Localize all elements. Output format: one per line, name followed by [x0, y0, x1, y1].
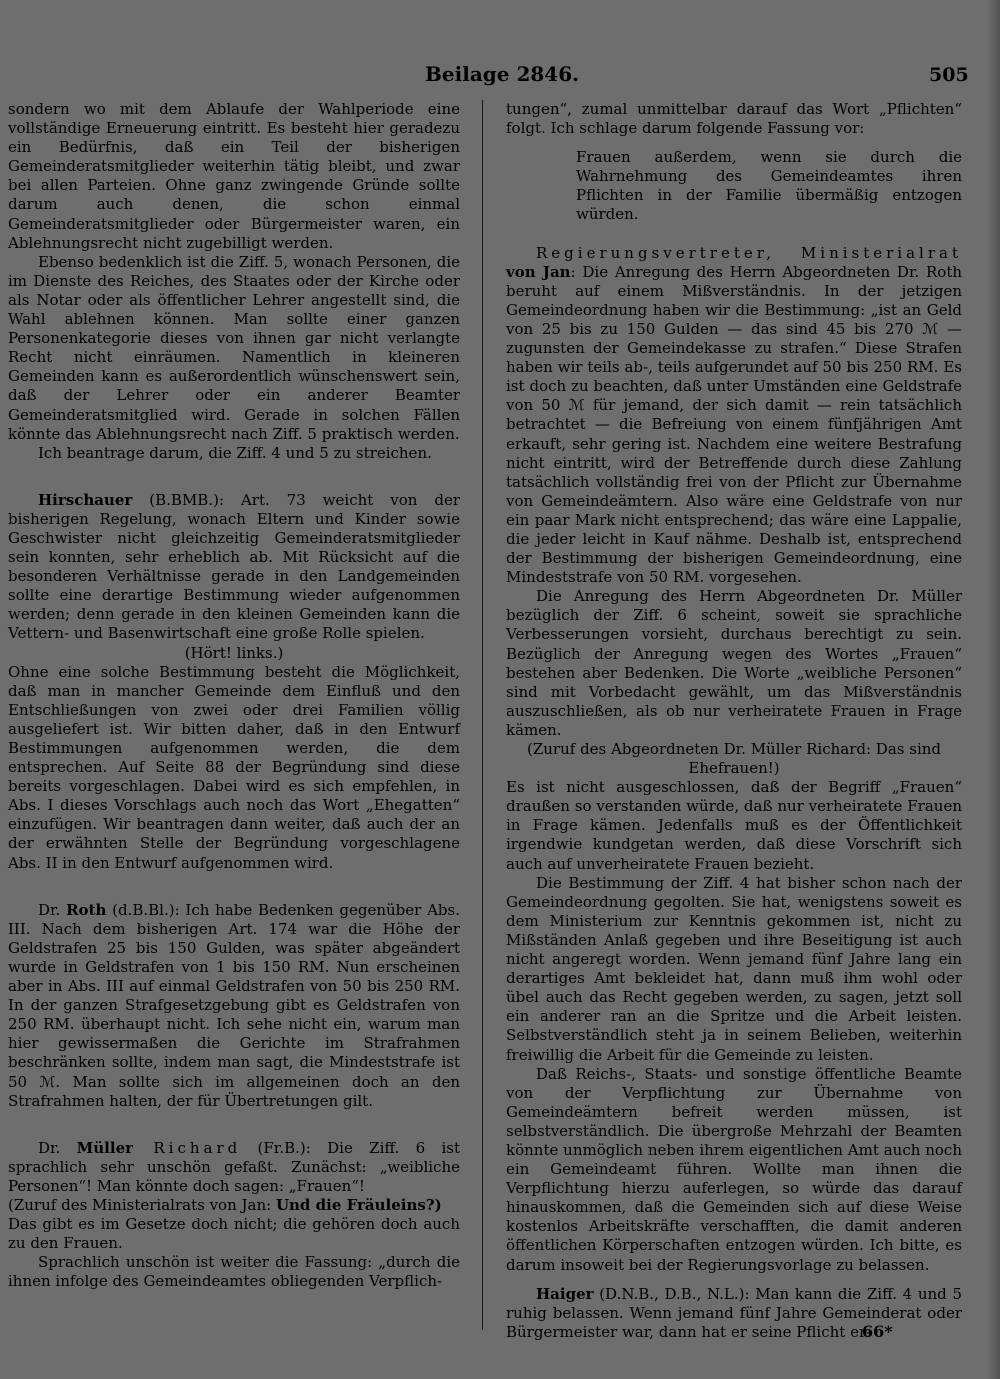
interjection: (Hört! links.): [184, 643, 284, 662]
speaker-role: Regierungsvertreter, Ministerialrat: [536, 243, 962, 262]
header-title: Beilage 2846.: [425, 62, 580, 86]
page-edge: [986, 0, 1000, 1379]
speaker-name: Hirschauer: [38, 490, 133, 509]
speaker-name: Haiger: [536, 1284, 594, 1303]
column-divider: [482, 100, 483, 1330]
speech-von-jan: [506, 244, 962, 588]
speech-text: (d.B.Bl.): Ich habe Bedenken gegenüber Abs. III. Nach dem bisherigen Art. 174 war die Höhe der Geldstrafen 25 bis 150 Gulden, was später abgeändert wurde in Geldstrafen von 1 bis 150 RM. Nun erscheinen aber in Abs. III auf einmal Geldstrafen von 50 bis 250 RM. In der ganzen Strafgesetzgebung gibt es Geldstrafen von 250 RM. überhaupt nicht. Ich sehe nicht ein, warum man hier gewissermaßen die Gerichte im Strafrahmen beschränken sollte, indem man sagt, die Mindeststrafe ist 50 ℳ. Man sollte sich im allgemeinen doch an den Strafrahmen halten, der für Übertretungen gilt.: [8, 900, 460, 1110]
speech-hirschauer: [8, 491, 460, 644]
proposed-wording: Frauen außerdem, wenn sie durch die Wahrnehmung des Gemeindeamtes ihren Pflichten in der Familie übermäßig entzogen würden.: [576, 148, 962, 224]
page-number: 505: [929, 64, 969, 86]
paragraph: Ebenso bedenklich ist die Ziff. 5, wonach Personen, die im Dienste des Reiches, des Staates oder der Kirche oder als Notar oder als öffentlicher Lehrer angestellt sind, die Wahl ablehnen können. Man sollte einer ganzen Personenkategorie dieses von ihnen gar nicht verlangte Recht nicht einräumen. Namentlich in kleineren Gemeinden kann es außerordentlich wünschenswert sein, daß der Lehrer oder ein anderer Beamter Gemeinderatsmitglied wird. Gerade in solchen Fällen könnte das Ablehnungsrecht nach Ziff. 5 praktisch werden.: [8, 252, 460, 443]
speech-haiger: [506, 1285, 962, 1342]
speaker-name: Roth: [66, 900, 107, 919]
signature-mark: 66*: [862, 1322, 893, 1341]
paragraph: Die Anregung des Herrn Abgeordneten Dr. Müller bezüglich der Ziff. 6 scheint, soweit sie sprachliche Verbesserungen vorsieht, durchaus berechtigt zu sein. Bezüglich der Anregung wegen des Wortes „Frauen“ bestehen aber Bedenken. Die Worte „weibliche Personen“ sind mit Vorbedacht gewählt, um das Mißverständnis auszuschließen, als ob nur verheiratete Frauen in Frage kämen.: [506, 587, 962, 739]
paragraph: Sprachlich unschön ist weiter die Fassung: „durch die ihnen infolge des Gemeindeamtes obliegenden Verpflich-: [8, 1253, 460, 1291]
paragraph: Daß Reichs-, Staats- und sonstige öffentliche Beamte von der Verpflichtung zur Übernahme von Gemeindeämtern befreit werden müssen, ist selbstverständlich. Die übergroße Mehrzahl der Beamten könnte unmöglich neben ihrem eigentlichen Amt auch noch ein Gemeindeamt führen. Wollte man ihnen die Verpflichtung hierzu auferlegen, so würde das darauf hinauskommen, daß die Gemeinden sich auf diese Weise kostenlos Arbeitskräfte verschafften, die damit anderen öffentlichen Körperschaften entzogen würden. Ich bitte, es darum insoweit bei der Regierungsvorlage zu belassen.: [506, 1064, 962, 1274]
paragraph: Ich beantrage darum, die Ziff. 4 und 5 zu streichen.: [38, 443, 432, 462]
speech-roth: [8, 901, 460, 1111]
speaker-name: von Jan: [506, 262, 571, 281]
interjection: (Zuruf des Abgeordneten Dr. Müller Richard: Das sind Ehefrauen!): [526, 740, 942, 778]
speaker-firstname: Richard: [133, 1138, 242, 1157]
speaker-name: Müller: [76, 1138, 134, 1157]
speech-text: : Die Anregung des Herrn Abgeordneten Dr. Roth beruht auf einem Mißverständnis. In der jetzigen Gemeindeordnung haben wir die Bestimmung: „ist an Geld von 25 bis zu 150 Gulden — das sind 45 bis 270 ℳ — zugunsten der Gemeindekasse zu strafen.“ Diese Strafen haben wir teils ab-, teils aufgerundet auf 50 bis 250 RM. Es ist doch zu beachten, daß unter Umständen eine Geldstrafe von 50 ℳ für jemand, der sich damit — rein tatsächlich betrachtet — die Befreiung von einem fünfjährigen Amt erkauft, sehr gering ist. Nachdem eine weitere Bestrafung nicht eintritt, wird der Betreffende durch diese Zahlung tatsächlich vollständig frei von der Pflicht zur Übernahme von Gemeindeämtern. Also wäre eine Geldstrafe von nur ein paar Mark nicht entsprechend; das wäre eine Lappalie, die jeder leicht in Kauf nähme. Deshalb ist, entsprechend der Bestimmung der bisherigen Gemeindeordnung, eine Mindeststrafe von 50 RM. vorgesehen.: [506, 262, 963, 587]
speaker-title: Dr.: [38, 900, 67, 919]
speech-mueller: [8, 1139, 460, 1196]
speaker-title: Dr.: [38, 1138, 77, 1157]
paragraph: Die Bestimmung der Ziff. 4 hat bisher schon nach der Gemeindeordnung gegolten. Sie hat, wenigstens soweit es dem Ministerium zur Kenntnis gekommen ist, nicht zu Mißständen Anlaß gegeben und ihre Beseitigung ist auch nicht angeregt worden. Wenn jemand fünf Jahre lang ein derartiges Amt bekleidet hat, dann muß ihm wohl oder übel auch das Recht gegeben werden, zu sagen, jetzt soll ein anderer ran an die Spritze und die Arbeit leisten. Selbstverständlich steht ja in seinem Belieben, weiterhin freiwillig die Arbeit für die Gemeinde zu leisten.: [506, 873, 962, 1064]
left-column: [8, 100, 460, 1291]
right-column: [506, 100, 962, 1342]
paragraph: sondern wo mit dem Ablaufe der Wahlperiode eine vollständige Erneuerung eintritt. Es besteht hier geradezu ein Bedürfnis, daß ein Teil der bisherigen Gemeinderatsmitglieder weiterhin tätig bleibt, und zwar bei allen Parteien. Ohne ganz zwingende Gründe sollte darum auch denen, die schon einmal Gemeinderatsmitglieder oder Bürgermeister waren, ein Ablehnungsrecht nicht zugebilligt werden.: [8, 100, 460, 252]
interjection: (Zuruf des Ministerialrats von Jan: Und die Fräuleins?): [8, 1195, 442, 1214]
speech-text: (D.N.B., D.B., N.L.): Man kann die Ziff. 4 und 5 ruhig belassen. Wenn jemand fünf Jahre Gemeinderat oder Bürgermeister war, dann hat er seine Pflicht er-: [506, 1284, 962, 1341]
paragraph: tungen“, zumal unmittelbar darauf das Wort „Pflichten“ folgt. Ich schlage darum folgende Fassung vor:: [506, 100, 962, 138]
speech-text: (Fr.B.): Die Ziff. 6 ist sprachlich sehr unschön gefaßt. Zunächst: „weibliche Personen“! Man könnte doch sagen: „Frauen“!: [8, 1138, 460, 1195]
paragraph: Es ist nicht ausgeschlossen, daß der Begriff „Frauen“ draußen so verstanden würde, daß nur verheiratete Frauen in Frage kämen. Jedenfalls muß es der Öffentlichkeit irgendwie kundgetan werden, daß diese Vorschrift sich auch auf unverheiratete Frauen bezieht.: [506, 778, 962, 873]
paragraph: Das gibt es im Gesetze doch nicht; die gehören doch auch zu den Frauen.: [8, 1215, 460, 1253]
speech-text: (B.BMB.): Art. 73 weicht von der bisherigen Regelung, wonach Eltern und Kinder sowie Geschwister nicht gleichzeitig Gemeinderatsmitglieder sein konnten, sehr erheblich ab. Mit Rücksicht auf die besonderen Verhältnisse gerade in den Landgemeinden sollte eine derartige Bestimmung wieder aufgenommen werden; denn gerade in den kleinen Gemeinden kann die Vettern- und Basenwirtschaft eine große Rolle spielen.: [8, 490, 460, 643]
paragraph: Ohne eine solche Bestimmung besteht die Möglichkeit, daß man in mancher Gemeinde dem Einfluß und den Entschließungen von zwei oder drei Familien völlig ausgeliefert ist. Wir bitten daher, daß in den Entwurf Bestimmungen aufgenommen werden, die dem entsprechen. Auf Seite 88 der Begründung sind diese bereits vorgeschlagen. Dabei wird es sich empfehlen, in Abs. I dieses Vorschlags auch noch das Wort „Ehegatten“ einzufügen. Wir beantragen dann weiter, daß auch der an der erwähnten Stelle der Begründung vorgeschlagene Abs. II in den Entwurf aufgenommen wird.: [8, 662, 460, 872]
